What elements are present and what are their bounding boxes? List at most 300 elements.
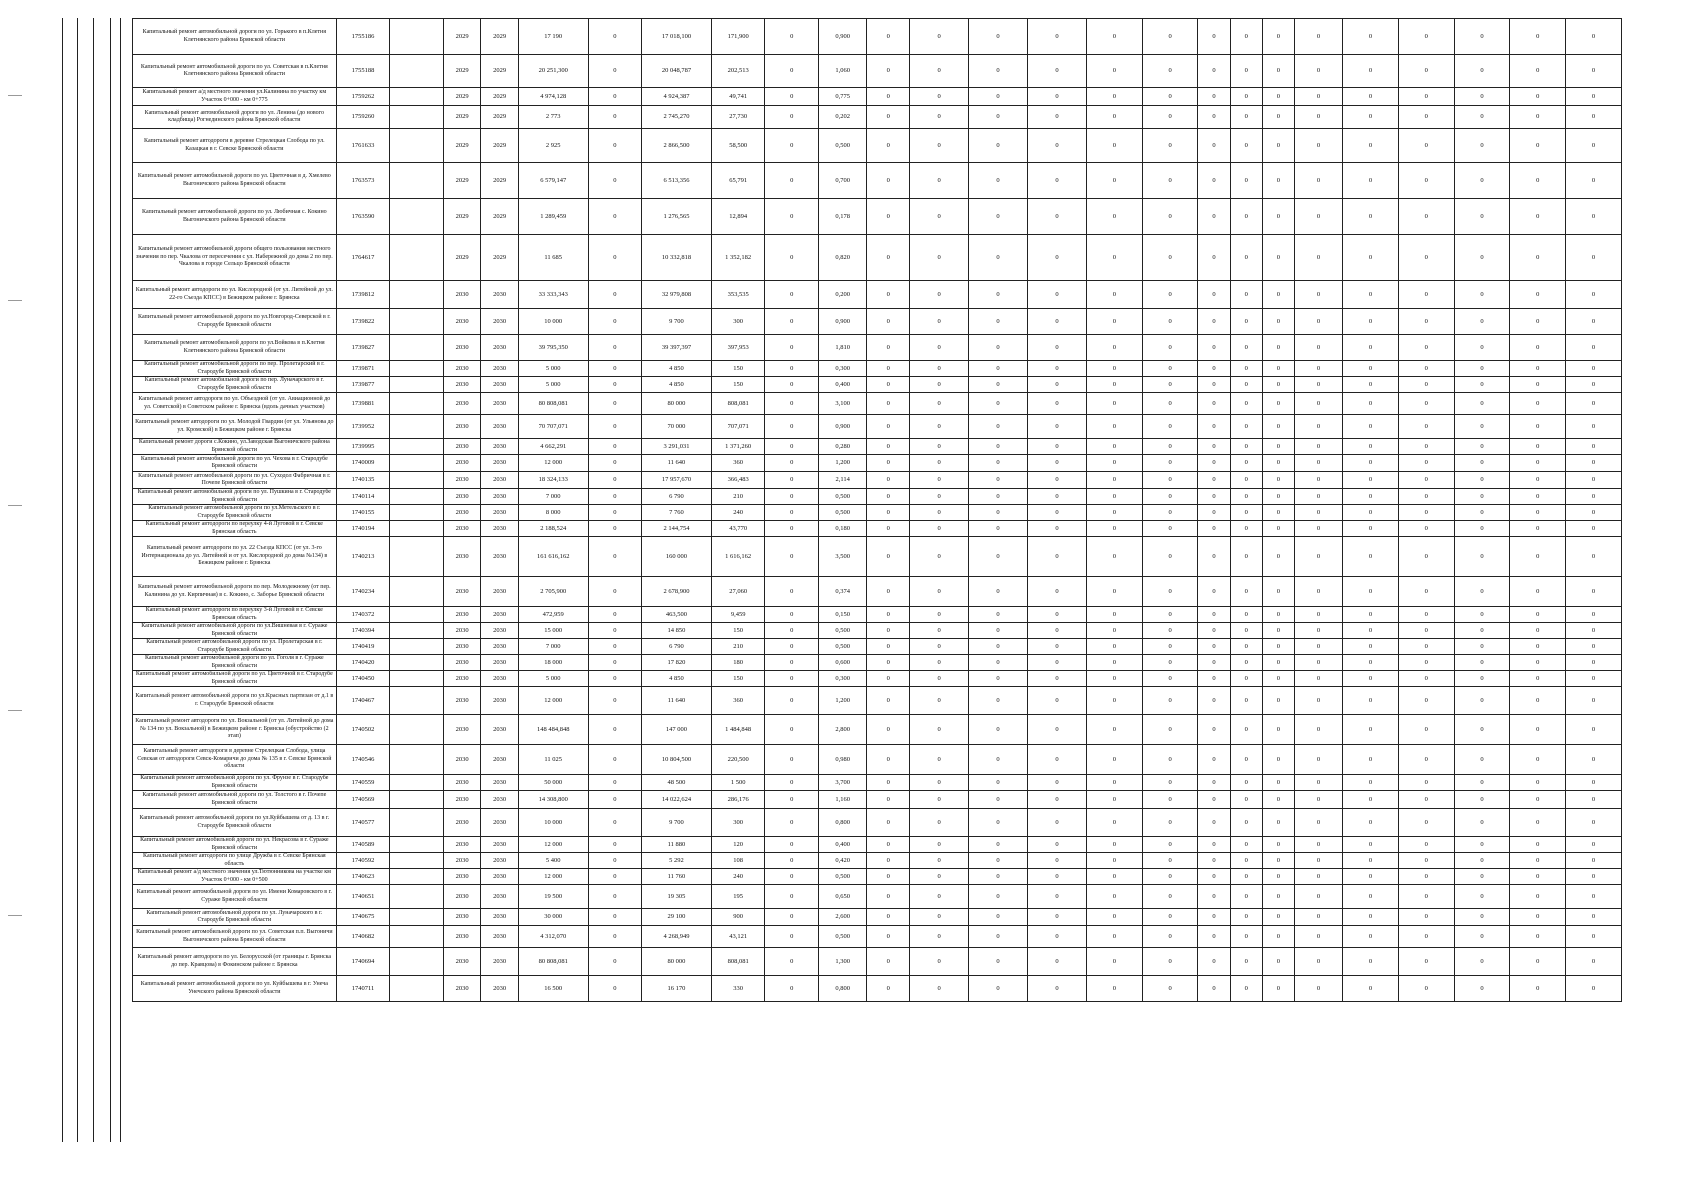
cell-zero: 0 bbox=[910, 809, 969, 837]
table-row bbox=[133, 19, 1622, 55]
cell-zero: 0 bbox=[1198, 163, 1230, 199]
cell-zero: 0 bbox=[1454, 335, 1510, 361]
cell-zero: 0 bbox=[1198, 439, 1230, 455]
cell-total: 5 000 bbox=[518, 361, 588, 377]
cell-c2: 0 bbox=[765, 19, 819, 55]
cell-y1: 2030 bbox=[443, 623, 481, 639]
cell-y2: 2030 bbox=[481, 909, 519, 926]
cell-zero: 0 bbox=[1294, 163, 1342, 199]
cell-c2: 0 bbox=[765, 439, 819, 455]
cell-zero: 0 bbox=[1230, 235, 1262, 281]
cell-fed: 11 880 bbox=[642, 837, 712, 853]
cell-zero: 0 bbox=[969, 235, 1028, 281]
empty-cell bbox=[390, 687, 444, 715]
cell-zero: 0 bbox=[1262, 163, 1294, 199]
cell-zero: 0 bbox=[969, 377, 1028, 393]
cell-y2: 2030 bbox=[481, 837, 519, 853]
cell-zero: 0 bbox=[1086, 361, 1142, 377]
cell-zero: 0 bbox=[1198, 655, 1230, 671]
cell-zero: 0 bbox=[1142, 377, 1198, 393]
cell-fed: 14 022,624 bbox=[642, 791, 712, 809]
cell-zero: 0 bbox=[1294, 19, 1342, 55]
cell-zero: 0 bbox=[1198, 455, 1230, 472]
cell-zero: 0 bbox=[1198, 577, 1230, 607]
cell-zero: 0 bbox=[1398, 163, 1454, 199]
cell-zero: 0 bbox=[1142, 837, 1198, 853]
cell-zero: 0 bbox=[1398, 309, 1454, 335]
cell-loc: 43,770 bbox=[711, 521, 765, 537]
cell-c2: 0 bbox=[765, 235, 819, 281]
empty-cell bbox=[390, 88, 444, 106]
cell-c2: 0 bbox=[765, 281, 819, 309]
empty-cell bbox=[390, 472, 444, 489]
cell-km: 0,500 bbox=[819, 623, 867, 639]
table-row bbox=[133, 521, 1622, 537]
cell-name: Капитальный ремонт автомобильной дороги по ул. Чехова в г. Стародубе Брянской области bbox=[133, 455, 337, 472]
empty-cell bbox=[390, 393, 444, 415]
cell-y1: 2030 bbox=[443, 537, 481, 577]
cell-km: 1,200 bbox=[819, 455, 867, 472]
cell-zero: 0 bbox=[1454, 309, 1510, 335]
cell-zero: 0 bbox=[1086, 869, 1142, 885]
cell-zero: 0 bbox=[1398, 505, 1454, 521]
cell-zero: 0 bbox=[1566, 837, 1622, 853]
cell-total: 6 579,147 bbox=[518, 163, 588, 199]
cell-zero: 0 bbox=[1566, 885, 1622, 909]
table-body bbox=[133, 19, 1622, 1002]
cell-code: 1740194 bbox=[336, 521, 390, 537]
cell-zero: 0 bbox=[1230, 715, 1262, 745]
binder-tick bbox=[8, 505, 22, 506]
cell-zero: 0 bbox=[1566, 607, 1622, 623]
cell-zero: 0 bbox=[1454, 415, 1510, 439]
cell-zero: 0 bbox=[1398, 639, 1454, 655]
cell-total: 161 616,162 bbox=[518, 537, 588, 577]
cell-zero: 0 bbox=[910, 623, 969, 639]
cell-zero: 0 bbox=[1294, 853, 1342, 869]
cell-zero: 0 bbox=[1028, 791, 1087, 809]
cell-zero: 0 bbox=[1198, 281, 1230, 309]
cell-zero: 0 bbox=[1294, 715, 1342, 745]
cell-zero: 0 bbox=[1230, 521, 1262, 537]
cell-zero: 0 bbox=[1343, 671, 1399, 687]
table-row bbox=[133, 639, 1622, 655]
cell-loc: 171,900 bbox=[711, 19, 765, 55]
cell-zero: 0 bbox=[969, 393, 1028, 415]
cell-zero: 0 bbox=[1230, 55, 1262, 88]
cell-c2: 0 bbox=[765, 335, 819, 361]
cell-zero: 0 bbox=[910, 687, 969, 715]
cell-name: Капитальный ремонт автомобильной дороги по ул. Любичная с. Кокино Выгоничского района Брянской области bbox=[133, 199, 337, 235]
empty-cell bbox=[390, 715, 444, 745]
cell-zero: 0 bbox=[1454, 885, 1510, 909]
cell-zero: 0 bbox=[1294, 639, 1342, 655]
cell-zero: 0 bbox=[1262, 687, 1294, 715]
cell-zero: 0 bbox=[1198, 472, 1230, 489]
cell-loc: 240 bbox=[711, 869, 765, 885]
cell-c1: 0 bbox=[588, 687, 642, 715]
cell-fed: 1 276,565 bbox=[642, 199, 712, 235]
cell-zero: 0 bbox=[1086, 281, 1142, 309]
cell-zero: 0 bbox=[1028, 281, 1087, 309]
cell-zero: 0 bbox=[1230, 775, 1262, 791]
cell-total: 7 000 bbox=[518, 489, 588, 505]
cell-zero: 0 bbox=[969, 577, 1028, 607]
cell-km: 0,280 bbox=[819, 439, 867, 455]
cell-zero: 0 bbox=[1294, 455, 1342, 472]
cell-zero: 0 bbox=[1398, 837, 1454, 853]
cell-y2: 2030 bbox=[481, 455, 519, 472]
left-border-line bbox=[120, 18, 121, 1142]
cell-zero: 0 bbox=[1230, 623, 1262, 639]
cell-zero: 0 bbox=[1086, 577, 1142, 607]
cell-loc: 220,500 bbox=[711, 745, 765, 775]
cell-zero: 0 bbox=[1294, 926, 1342, 948]
cell-fed: 48 500 bbox=[642, 775, 712, 791]
cell-zero: 0 bbox=[1510, 869, 1566, 885]
cell-zero: 0 bbox=[1343, 687, 1399, 715]
cell-zero: 0 bbox=[1230, 655, 1262, 671]
cell-c1: 0 bbox=[588, 455, 642, 472]
cell-zero: 0 bbox=[1028, 199, 1087, 235]
cell-zero: 0 bbox=[1142, 163, 1198, 199]
cell-zero: 0 bbox=[1294, 88, 1342, 106]
cell-zero: 0 bbox=[1028, 537, 1087, 577]
cell-fed: 7 760 bbox=[642, 505, 712, 521]
cell-zero: 0 bbox=[1454, 837, 1510, 853]
cell-zero: 0 bbox=[1398, 809, 1454, 837]
cell-name: Капитальный ремонт автомобильной дороги по ул. Куйбышева в г. Унеча Унечского района Брянской области bbox=[133, 976, 337, 1002]
cell-c2: 0 bbox=[765, 106, 819, 129]
cell-y1: 2030 bbox=[443, 415, 481, 439]
cell-zero: 0 bbox=[1343, 909, 1399, 926]
cell-zero: 0 bbox=[1454, 745, 1510, 775]
cell-zero: 0 bbox=[1510, 809, 1566, 837]
cell-zero: 0 bbox=[1198, 88, 1230, 106]
cell-loc: 300 bbox=[711, 809, 765, 837]
cell-loc: 330 bbox=[711, 976, 765, 1002]
cell-code: 1740234 bbox=[336, 577, 390, 607]
cell-zero: 0 bbox=[910, 745, 969, 775]
cell-total: 15 000 bbox=[518, 623, 588, 639]
cell-c1: 0 bbox=[588, 55, 642, 88]
cell-c1: 0 bbox=[588, 926, 642, 948]
cell-total: 8 000 bbox=[518, 505, 588, 521]
cell-fed: 14 850 bbox=[642, 623, 712, 639]
cell-zero: 0 bbox=[1028, 623, 1087, 639]
cell-zero: 0 bbox=[1294, 377, 1342, 393]
cell-zero: 0 bbox=[1198, 361, 1230, 377]
table-row bbox=[133, 505, 1622, 521]
table-row bbox=[133, 745, 1622, 775]
cell-zero: 0 bbox=[969, 885, 1028, 909]
cell-zero: 0 bbox=[1566, 377, 1622, 393]
cell-zero: 0 bbox=[1198, 775, 1230, 791]
table-row bbox=[133, 909, 1622, 926]
cell-zero: 0 bbox=[1262, 885, 1294, 909]
cell-c1: 0 bbox=[588, 655, 642, 671]
cell-c2: 0 bbox=[765, 393, 819, 415]
cell-zero: 0 bbox=[1343, 235, 1399, 281]
cell-c2: 0 bbox=[765, 455, 819, 472]
cell-zero: 0 bbox=[1343, 926, 1399, 948]
cell-zero: 0 bbox=[1510, 948, 1566, 976]
cell-name: Капитальный ремонт автомобильной дороги по ул. Толстого в г. Почепе Брянской области bbox=[133, 791, 337, 809]
cell-zero: 0 bbox=[1510, 472, 1566, 489]
cell-zero: 0 bbox=[1262, 505, 1294, 521]
cell-zero: 0 bbox=[1028, 472, 1087, 489]
empty-cell bbox=[390, 55, 444, 88]
cell-zero: 0 bbox=[1398, 577, 1454, 607]
cell-fed: 463,500 bbox=[642, 607, 712, 623]
cell-zero: 0 bbox=[910, 791, 969, 809]
cell-zero: 0 bbox=[1566, 281, 1622, 309]
cell-zero: 0 bbox=[1398, 623, 1454, 639]
cell-zero: 0 bbox=[1028, 671, 1087, 687]
cell-zero: 0 bbox=[1566, 235, 1622, 281]
cell-zero: 0 bbox=[1510, 775, 1566, 791]
cell-km: 0,500 bbox=[819, 869, 867, 885]
cell-zero: 0 bbox=[1343, 623, 1399, 639]
cell-c1: 0 bbox=[588, 885, 642, 909]
table-row bbox=[133, 687, 1622, 715]
empty-cell bbox=[390, 745, 444, 775]
cell-fed: 20 048,787 bbox=[642, 55, 712, 88]
table-row bbox=[133, 926, 1622, 948]
cell-zero: 0 bbox=[1142, 393, 1198, 415]
cell-total: 50 000 bbox=[518, 775, 588, 791]
cell-y1: 2030 bbox=[443, 309, 481, 335]
cell-fed: 11 760 bbox=[642, 869, 712, 885]
cell-zero: 0 bbox=[1294, 885, 1342, 909]
cell-zero: 0 bbox=[1294, 671, 1342, 687]
cell-zero: 0 bbox=[1028, 455, 1087, 472]
cell-zero: 0 bbox=[1262, 853, 1294, 869]
cell-name: Капитальный ремонт автодороги по переулку 3-й Луговой в г. Севске Брянская область bbox=[133, 607, 337, 623]
cell-zero: 0 bbox=[1343, 775, 1399, 791]
table-row bbox=[133, 439, 1622, 455]
cell-c2: 0 bbox=[765, 976, 819, 1002]
cell-zero: 0 bbox=[1262, 489, 1294, 505]
cell-zero: 0 bbox=[1343, 19, 1399, 55]
empty-cell bbox=[390, 129, 444, 163]
cell-zero: 0 bbox=[867, 19, 910, 55]
cell-zero: 0 bbox=[910, 235, 969, 281]
cell-km: 0,420 bbox=[819, 853, 867, 869]
cell-zero: 0 bbox=[1398, 521, 1454, 537]
cell-zero: 0 bbox=[1510, 199, 1566, 235]
cell-zero: 0 bbox=[1230, 837, 1262, 853]
cell-zero: 0 bbox=[867, 439, 910, 455]
cell-c1: 0 bbox=[588, 869, 642, 885]
cell-y2: 2030 bbox=[481, 885, 519, 909]
cell-zero: 0 bbox=[1454, 505, 1510, 521]
cell-zero: 0 bbox=[910, 309, 969, 335]
cell-y1: 2030 bbox=[443, 745, 481, 775]
cell-zero: 0 bbox=[1028, 361, 1087, 377]
cell-zero: 0 bbox=[1142, 715, 1198, 745]
cell-zero: 0 bbox=[1142, 909, 1198, 926]
cell-zero: 0 bbox=[1262, 106, 1294, 129]
cell-zero: 0 bbox=[1566, 687, 1622, 715]
cell-c1: 0 bbox=[588, 19, 642, 55]
cell-zero: 0 bbox=[910, 415, 969, 439]
cell-loc: 202,513 bbox=[711, 55, 765, 88]
cell-zero: 0 bbox=[910, 639, 969, 655]
cell-zero: 0 bbox=[1262, 472, 1294, 489]
cell-y1: 2030 bbox=[443, 335, 481, 361]
cell-zero: 0 bbox=[1294, 909, 1342, 926]
cell-y1: 2029 bbox=[443, 199, 481, 235]
cell-zero: 0 bbox=[1230, 909, 1262, 926]
cell-name: Капитальный ремонт автомобильной дороги общего пользования местного значения по пер. Чкалова от пересечения с ул. Набережной до дома 2 по пер. Чкалова в городе Сельцо Брянской области bbox=[133, 235, 337, 281]
cell-zero: 0 bbox=[910, 88, 969, 106]
cell-total: 1 289,459 bbox=[518, 199, 588, 235]
cell-zero: 0 bbox=[910, 455, 969, 472]
cell-zero: 0 bbox=[1262, 537, 1294, 577]
cell-y1: 2030 bbox=[443, 439, 481, 455]
empty-cell bbox=[390, 199, 444, 235]
cell-km: 0,300 bbox=[819, 671, 867, 687]
cell-zero: 0 bbox=[1454, 577, 1510, 607]
cell-c1: 0 bbox=[588, 163, 642, 199]
cell-zero: 0 bbox=[867, 869, 910, 885]
cell-km: 0,650 bbox=[819, 885, 867, 909]
cell-km: 0,300 bbox=[819, 361, 867, 377]
cell-code: 1755188 bbox=[336, 55, 390, 88]
cell-y1: 2030 bbox=[443, 361, 481, 377]
cell-zero: 0 bbox=[867, 926, 910, 948]
cell-zero: 0 bbox=[867, 199, 910, 235]
cell-zero: 0 bbox=[1028, 521, 1087, 537]
cell-zero: 0 bbox=[1198, 948, 1230, 976]
cell-loc: 1 484,848 bbox=[711, 715, 765, 745]
cell-zero: 0 bbox=[1142, 129, 1198, 163]
cell-zero: 0 bbox=[1454, 791, 1510, 809]
cell-zero: 0 bbox=[1230, 809, 1262, 837]
cell-zero: 0 bbox=[1262, 335, 1294, 361]
cell-zero: 0 bbox=[1142, 607, 1198, 623]
cell-c1: 0 bbox=[588, 671, 642, 687]
cell-zero: 0 bbox=[1510, 745, 1566, 775]
cell-zero: 0 bbox=[1510, 335, 1566, 361]
cell-zero: 0 bbox=[1454, 129, 1510, 163]
cell-zero: 0 bbox=[1028, 639, 1087, 655]
cell-zero: 0 bbox=[867, 837, 910, 853]
cell-code: 1739952 bbox=[336, 415, 390, 439]
cell-zero: 0 bbox=[867, 655, 910, 671]
cell-zero: 0 bbox=[1343, 809, 1399, 837]
cell-zero: 0 bbox=[1028, 393, 1087, 415]
table-row bbox=[133, 199, 1622, 235]
cell-zero: 0 bbox=[1086, 106, 1142, 129]
cell-y1: 2030 bbox=[443, 885, 481, 909]
cell-zero: 0 bbox=[1398, 687, 1454, 715]
cell-zero: 0 bbox=[1028, 853, 1087, 869]
cell-total: 80 808,081 bbox=[518, 948, 588, 976]
binder-tick bbox=[8, 95, 22, 96]
cell-zero: 0 bbox=[1198, 235, 1230, 281]
cell-zero: 0 bbox=[1086, 335, 1142, 361]
cell-zero: 0 bbox=[1510, 19, 1566, 55]
cell-c2: 0 bbox=[765, 853, 819, 869]
cell-zero: 0 bbox=[910, 853, 969, 869]
cell-zero: 0 bbox=[1198, 837, 1230, 853]
empty-cell bbox=[390, 19, 444, 55]
cell-zero: 0 bbox=[1398, 607, 1454, 623]
cell-total: 5 000 bbox=[518, 377, 588, 393]
cell-zero: 0 bbox=[1142, 671, 1198, 687]
cell-zero: 0 bbox=[1230, 505, 1262, 521]
cell-y2: 2029 bbox=[481, 199, 519, 235]
cell-zero: 0 bbox=[1510, 687, 1566, 715]
cell-zero: 0 bbox=[1142, 976, 1198, 1002]
cell-y2: 2030 bbox=[481, 393, 519, 415]
cell-total: 39 795,350 bbox=[518, 335, 588, 361]
empty-cell bbox=[390, 909, 444, 926]
cell-zero: 0 bbox=[969, 837, 1028, 853]
cell-code: 1755186 bbox=[336, 19, 390, 55]
cell-zero: 0 bbox=[969, 472, 1028, 489]
cell-zero: 0 bbox=[1343, 439, 1399, 455]
cell-zero: 0 bbox=[910, 163, 969, 199]
cell-zero: 0 bbox=[1294, 623, 1342, 639]
cell-zero: 0 bbox=[867, 715, 910, 745]
cell-zero: 0 bbox=[969, 361, 1028, 377]
table-row bbox=[133, 976, 1622, 1002]
cell-km: 0,600 bbox=[819, 655, 867, 671]
cell-zero: 0 bbox=[1086, 909, 1142, 926]
cell-total: 472,959 bbox=[518, 607, 588, 623]
cell-zero: 0 bbox=[1142, 577, 1198, 607]
cell-y1: 2029 bbox=[443, 55, 481, 88]
cell-zero: 0 bbox=[1028, 309, 1087, 335]
cell-zero: 0 bbox=[1454, 489, 1510, 505]
cell-zero: 0 bbox=[1566, 199, 1622, 235]
cell-zero: 0 bbox=[867, 976, 910, 1002]
empty-cell bbox=[390, 869, 444, 885]
cell-zero: 0 bbox=[1398, 88, 1454, 106]
cell-zero: 0 bbox=[1142, 948, 1198, 976]
cell-zero: 0 bbox=[1230, 853, 1262, 869]
cell-zero: 0 bbox=[1343, 106, 1399, 129]
cell-fed: 4 850 bbox=[642, 361, 712, 377]
cell-zero: 0 bbox=[1142, 745, 1198, 775]
cell-zero: 0 bbox=[1262, 377, 1294, 393]
cell-zero: 0 bbox=[1566, 745, 1622, 775]
cell-zero: 0 bbox=[1142, 655, 1198, 671]
cell-zero: 0 bbox=[910, 715, 969, 745]
cell-zero: 0 bbox=[910, 775, 969, 791]
cell-zero: 0 bbox=[1454, 439, 1510, 455]
cell-zero: 0 bbox=[867, 361, 910, 377]
cell-zero: 0 bbox=[1230, 885, 1262, 909]
cell-zero: 0 bbox=[1294, 129, 1342, 163]
table-row bbox=[133, 281, 1622, 309]
cell-y1: 2030 bbox=[443, 869, 481, 885]
cell-zero: 0 bbox=[1566, 655, 1622, 671]
cell-km: 0,500 bbox=[819, 489, 867, 505]
cell-code: 1740372 bbox=[336, 607, 390, 623]
cell-zero: 0 bbox=[867, 623, 910, 639]
cell-c1: 0 bbox=[588, 235, 642, 281]
table-row bbox=[133, 809, 1622, 837]
cell-y1: 2030 bbox=[443, 472, 481, 489]
cell-zero: 0 bbox=[867, 809, 910, 837]
cell-y1: 2030 bbox=[443, 976, 481, 1002]
cell-zero: 0 bbox=[910, 19, 969, 55]
cell-zero: 0 bbox=[1454, 88, 1510, 106]
